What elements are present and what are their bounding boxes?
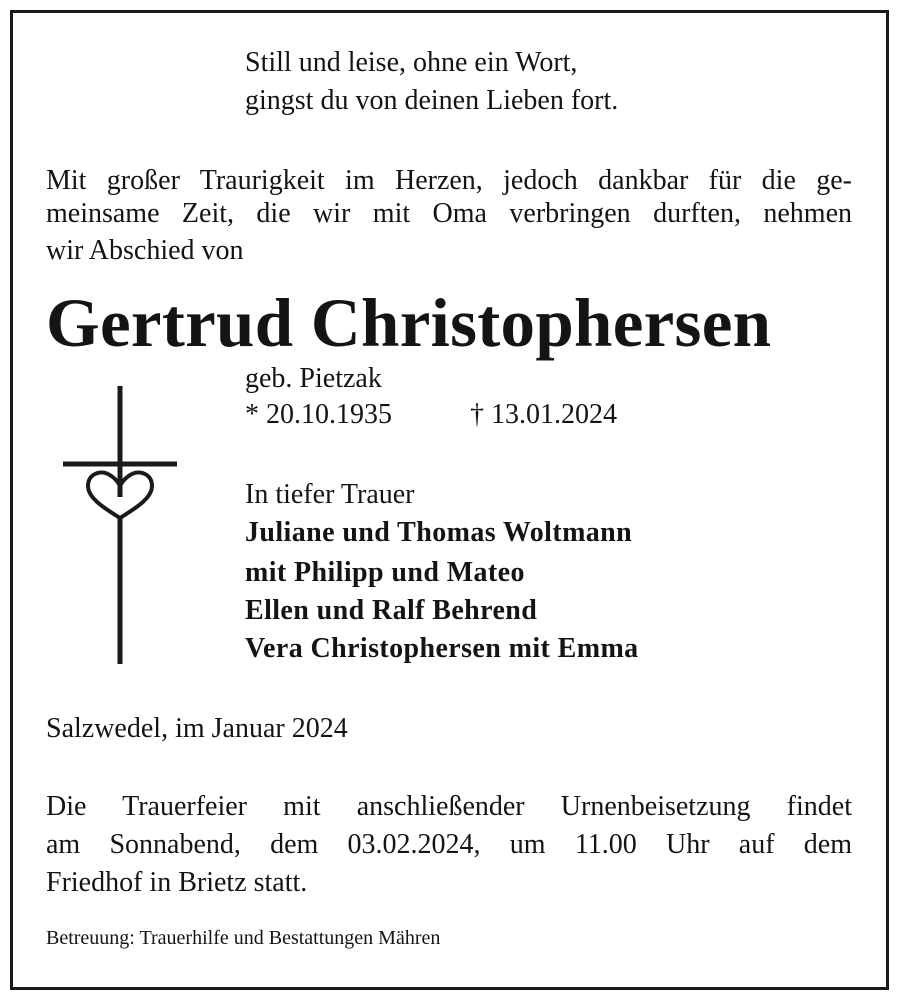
poem-line-2: gingst du von deinen Lieben fort. — [245, 85, 619, 116]
funeral-home: Betreuung: Trauerhilfe und Bestattungen Mähren — [46, 927, 441, 949]
deceased-name: Gertrud Christophersen — [46, 285, 772, 361]
mourner-line-1: Juliane und Thomas Woltmann — [245, 517, 633, 548]
poem-line-1: Still und leise, ohne ein Wort, — [245, 47, 578, 78]
mourners-intro: In tiefer Trauer — [245, 479, 415, 510]
ceremony-line-3: Friedhof in Brietz statt. — [46, 867, 308, 898]
place-date: Salzwedel, im Januar 2024 — [46, 713, 348, 744]
mourner-line-3: Ellen und Ralf Behrend — [245, 595, 538, 626]
birth-date: * 20.10.1935 — [245, 399, 392, 430]
mourner-line-2: mit Philipp und Mateo — [245, 557, 525, 588]
death-date: † 13.01.2024 — [470, 399, 617, 430]
ceremony-line-2: am Sonnabend, dem 03.02.2024, um 11.00 Uhr auf dem — [46, 829, 852, 860]
ceremony-line-1: Die Trauerfeier mit anschließender Urnenbeisetzung findet — [46, 791, 852, 822]
intro-line-2: meinsame Zeit, die wir mit Oma verbringen durften, nehmen — [46, 198, 852, 229]
intro-line-1: Mit großer Traurigkeit im Herzen, jedoch dankbar für die ge- — [46, 165, 852, 196]
mourner-line-4: Vera Christophersen mit Emma — [245, 633, 639, 664]
intro-line-3: wir Abschied von — [46, 235, 244, 266]
birth-name: geb. Pietzak — [245, 363, 382, 394]
cross-with-heart-icon — [60, 384, 180, 666]
